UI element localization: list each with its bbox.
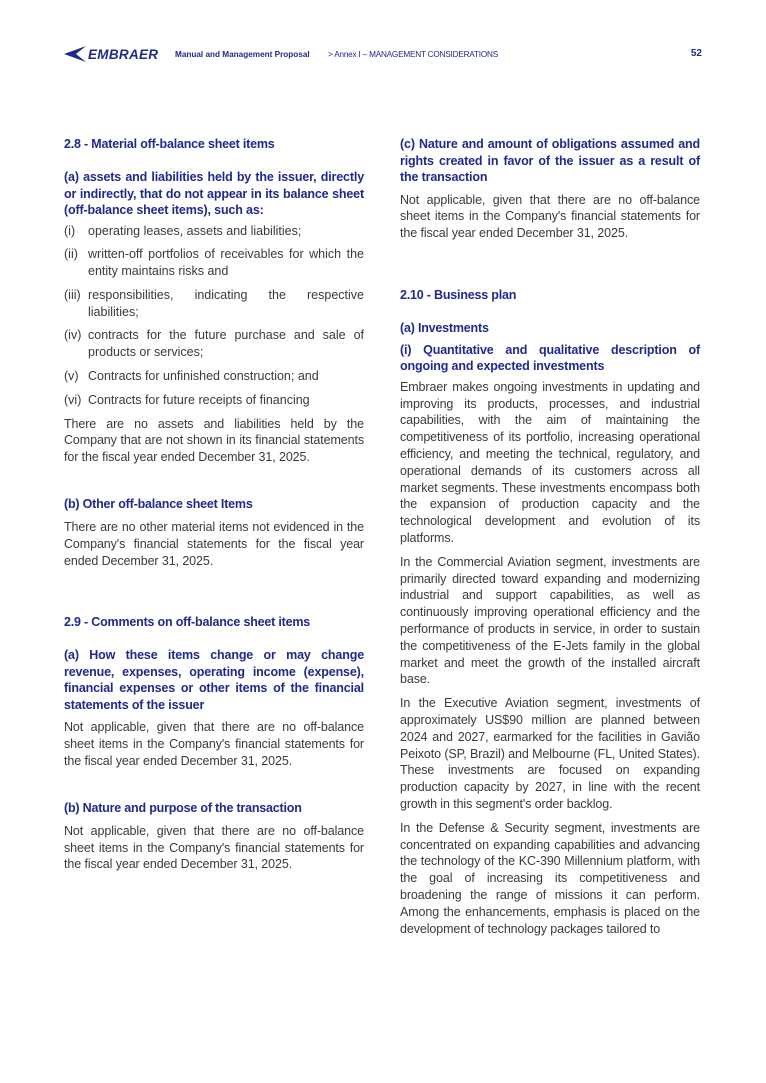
off-balance-items-list [64,223,364,409]
section-2-10-a-i-title: (i) Quantitative and qualitative description of ongoing and expected investments [400,342,700,374]
list-item: (i) operating leases, assets and liabilities; [64,223,302,238]
section-2-9-b-body: Not applicable, given that there are no off-balance sheet items in the Company's financial statements for the fiscal year ended December 31, 2025. [64,823,364,872]
section-2-8-b-body: There are no other material items not evidenced in the Company's financial statements for the fiscal year ended December 31, 2025. [64,520,364,568]
list-item: (ii) written-off portfolios of receivables for which the entity maintains risks and [64,247,364,279]
investments-paragraph-1: Embraer makes ongoing investments in updating and improving its products, processes, and industrial capabilities, with the aim of maintaining the competitiveness of its portfolio, increasing operational efficiency, and meeting the technical, regulatory, and operational demands of its customers across all market segments. These investments encompass both the expansion of production capacity and the technological development and evolution of its platforms. [400,379,700,546]
list-item: (iv) contracts for the future purchase and sale of products or services; [64,328,364,360]
page-header [64,44,702,66]
document-title: Manual and Management Proposal [175,50,310,59]
page-number: 52 [690,48,702,59]
section-2-10-title: 2.10 - Business plan [400,287,517,302]
investments-paragraph-3: In the Executive Aviation segment, investments of approximately US$90 million are planned between 2024 and 2027, earmarked for the facilities in Gavião Peixoto (SP, Brazil) and Melbourne (FL, United States). These investments are focused on expanding production capacity by 2027, in line with the recent growth in this segment's order backlog. [400,696,700,812]
logo-text: EMBRAER [88,46,159,62]
section-breadcrumb: > Annex I – MANAGEMENT CONSIDERATIONS [328,50,498,59]
list-item: (v) Contracts for unfinished construction; and [64,369,319,384]
right-column [400,136,700,937]
section-2-8-a-body: There are no assets and liabilities held by the Company that are not shown in its financial statements for the fiscal year ended December 31, 2025. [64,416,364,465]
section-2-8-b-title: (b) Other off-balance sheet Items [64,497,253,512]
section-2-8-title: 2.8 - Material off-balance sheet items [64,137,275,151]
investments-paragraph-2: In the Commercial Aviation segment, investments are primarily directed toward expanding and modernizing industrial and support capabilities, as well as continuously improving operational efficiency and the performance of products in service, in order to sustain the competitiveness of the E-Jets family in the global market and meet the growth of the installed aircraft base. [400,554,700,687]
section-2-9-a-body: Not applicable, given that there are no off-balance sheet items in the Company's financial statements for the fiscal year ended December 31, 2025. [64,720,364,769]
section-2-10-a-title: (a) Investments [400,320,489,335]
investments-paragraph-4: In the Defense & Security segment, investments are concentrated on expanding capabilities and advancing the technology of the KC-390 Millennium platform, with the goal of increasing its competitiveness and broadening the range of missions it can perform. Among the enhancements, emphasis is placed on the development of technology packages tailored to [400,820,700,936]
section-2-9-b-title: (b) Nature and purpose of the transaction [64,800,302,815]
section-2-9-c-body: Not applicable, given that there are no off-balance sheet items in the Company's financial statements for the fiscal year ended December 31, 2025. [400,192,700,241]
left-column [64,136,364,873]
section-2-9-c-title: (c) Nature and amount of obligations assumed and rights created in favor of the issuer as a result of the transaction [400,137,700,184]
section-2-9-a-title: (a) How these items change or may change revenue, expenses, operating income (expense), financial expenses or other items of the financial statements of the issuer [64,648,364,712]
list-item: (iii) responsibilities, indicating the respective liabilities; [64,287,364,319]
list-item: (vi) Contracts for future receipts of financing [64,392,310,407]
section-2-8-a-title: (a) assets and liabilities held by the issuer, directly or indirectly, that do not appear in its balance sheet (off-balance sheet items), such as: [64,170,364,217]
embraer-logo [64,44,158,64]
section-2-9-title: 2.9 - Comments on off-balance sheet items [64,615,311,630]
embraer-logo-icon [64,46,86,62]
